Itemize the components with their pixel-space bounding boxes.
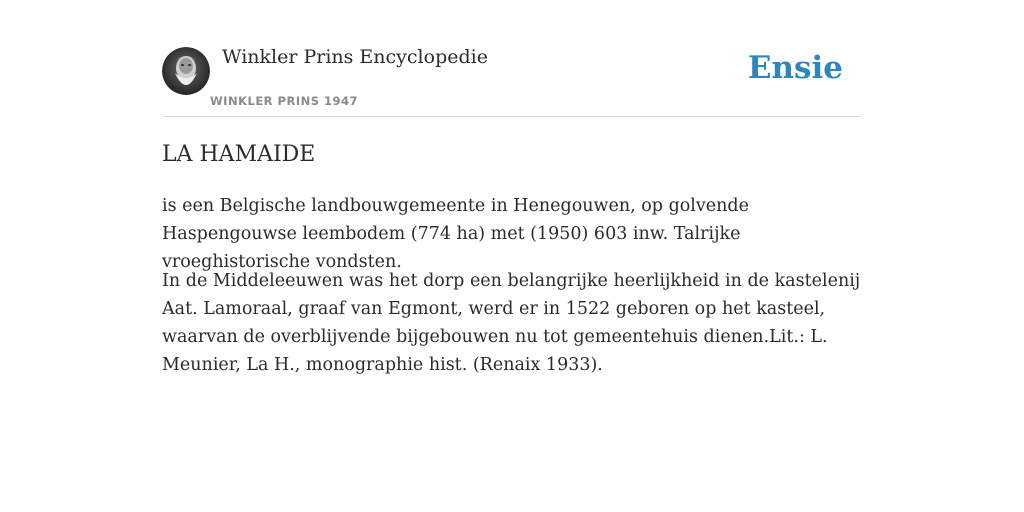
source-title-link[interactable]: Winkler Prins Encyclopedie — [222, 46, 488, 68]
source-subtitle: WINKLER PRINS 1947 — [210, 94, 359, 108]
page-wrapper — [162, 0, 862, 375]
ensie-logo[interactable]: Ensie — [747, 50, 843, 86]
article-paragraph-2: In de Middeleeuwen was het dorp een belangrijke heerlijkheid in de kastelenij Aat. Lamoraal, graaf van Egmont, werd er in 1522 geboren op het kasteel, waarvan de overblijvende bijgebouwen nu tot gemeentehuis dienen.Lit.: L. Meunier, La H., monographie hist. (Renaix 1933). — [162, 271, 861, 375]
article-paragraph-1: is een Belgische landbouwgemeente in Henegouwen, op golvende Haspengouwse leembodem (774 ha) met (1950) 603 inw. Talrijke vroeghistorische vondsten. — [162, 196, 749, 272]
author-avatar[interactable] — [162, 47, 210, 95]
page-header — [162, 0, 862, 117]
entry-title: LA HAMAIDE — [162, 142, 316, 167]
